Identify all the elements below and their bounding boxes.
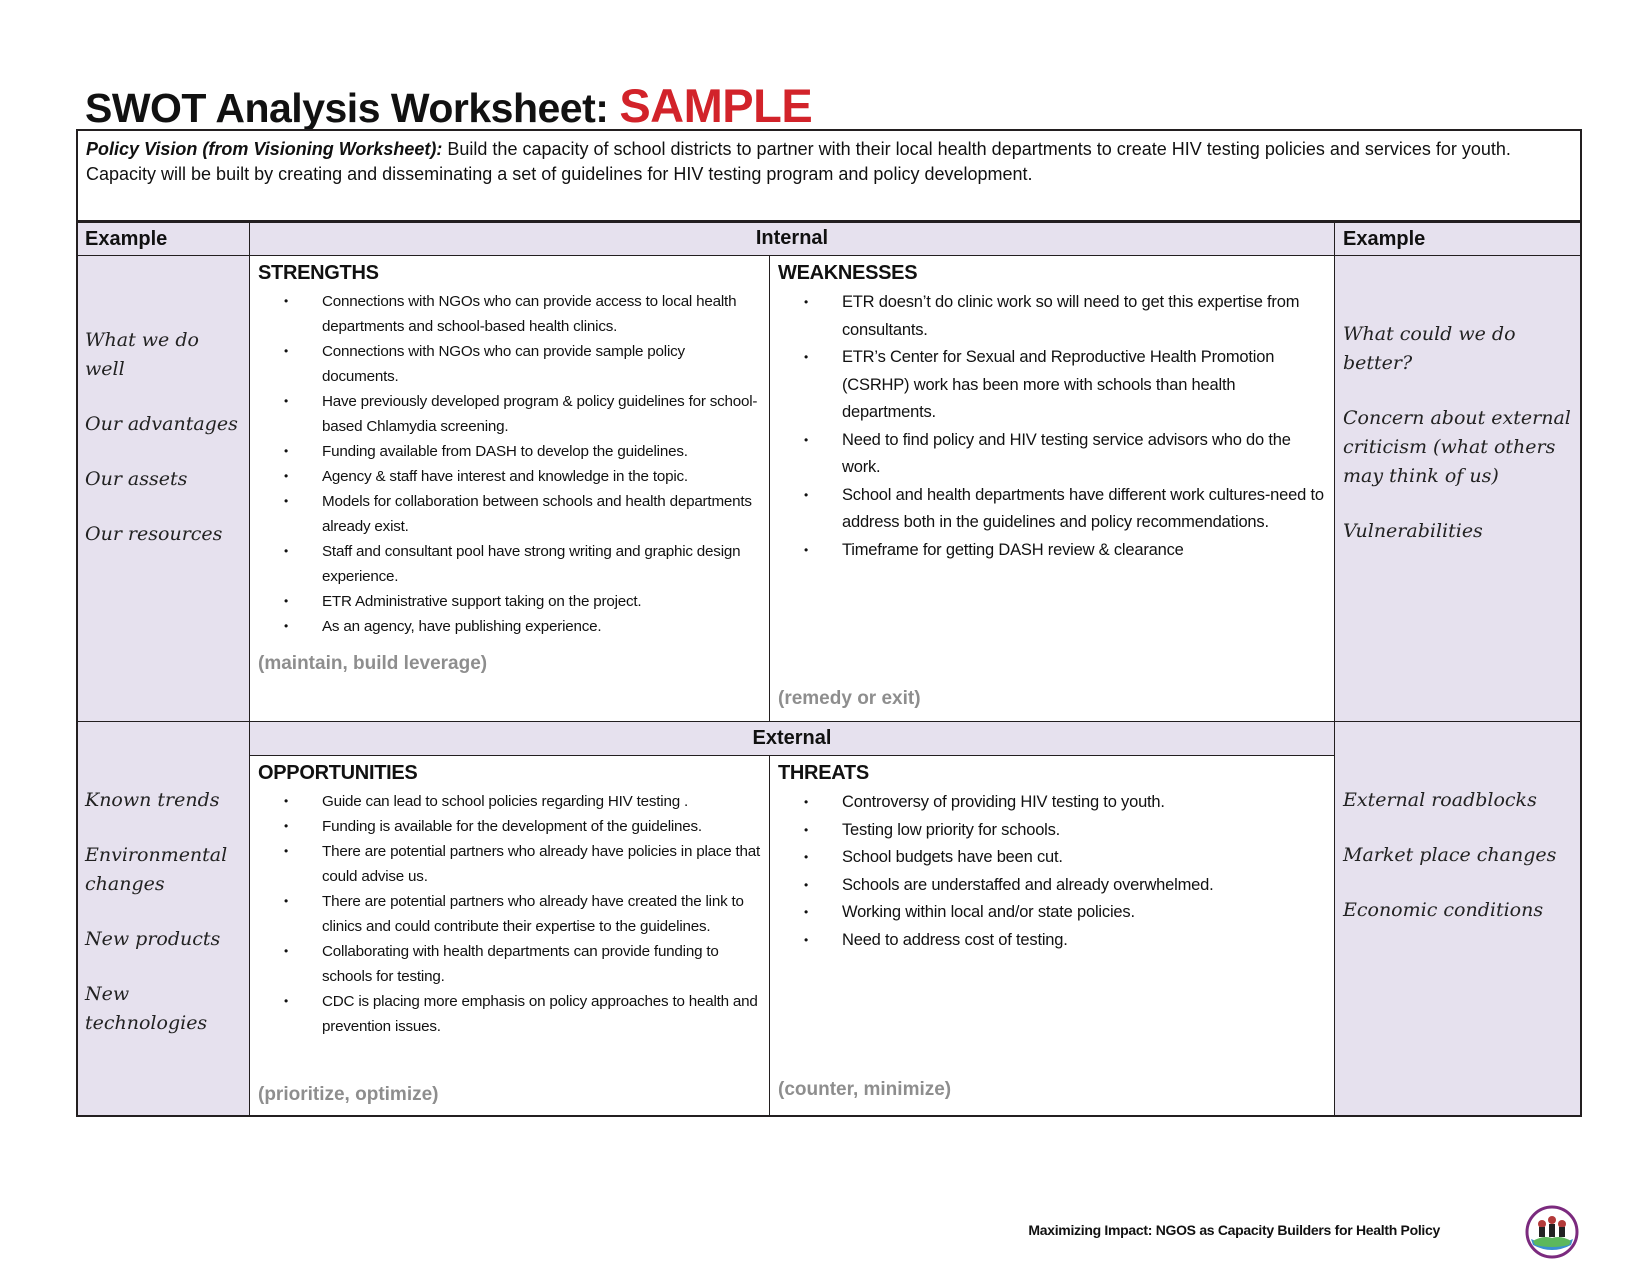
opportunities-list (258, 789, 761, 1039)
threats-list (778, 789, 1326, 954)
example-text: New technologies (85, 983, 208, 1034)
opportunities-note: (prioritize, optimize) (258, 1084, 439, 1105)
weaknesses-list (778, 289, 1326, 564)
list-item: • There are potential partners who already have created the link to clinics and could contribute their expertise to the guidelines. (284, 889, 761, 939)
weaknesses-quadrant (769, 255, 1335, 722)
list-item: • Connections with NGOs who can provide sample policy documents. (284, 339, 761, 389)
example-right-header-label: Example (1343, 228, 1426, 250)
list-item: • Need to find policy and HIV testing service advisors who do the work. (804, 427, 1326, 482)
example-text: Known trends (85, 789, 220, 811)
external-left-examples (76, 721, 250, 1117)
list-item: • Schools are understaffed and already overwhelmed. (804, 872, 1326, 900)
strengths-list (258, 289, 761, 639)
external-header-label: External (752, 727, 832, 749)
weaknesses-note: (remedy or exit) (778, 688, 921, 709)
list-item: • ETR Administrative support taking on the project. (284, 589, 761, 614)
internal-header-label: Internal (755, 227, 829, 249)
example-text: Concern about external criticism (what others may think of us) (1343, 407, 1571, 487)
strengths-note: (maintain, build leverage) (258, 653, 488, 674)
page-title (85, 78, 812, 133)
list-item: • Collaborating with health departments can provide funding to schools for testing. (284, 939, 761, 989)
opportunities-quadrant (249, 755, 770, 1117)
list-item: • Agency & staff have interest and knowledge in the topic. (284, 464, 761, 489)
example-left-header (76, 221, 250, 256)
list-item: • There are potential partners who already have policies in place that could advise us. (284, 839, 761, 889)
strengths-quadrant (249, 255, 770, 722)
example-text: Our advantages (85, 413, 238, 435)
example-text: What could we do better? (1343, 323, 1516, 374)
strengths-heading: STRENGTHS (258, 262, 379, 284)
example-right-header (1334, 221, 1582, 256)
policy-vision-text: Build the capacity of school districts to partner with their local health departments to create HIV testing policies and services for youth. Capacity will be built by creating and disseminating a set of guidelines for HIV testing program and policy development. (86, 139, 1511, 184)
weaknesses-heading: WEAKNESSES (778, 262, 918, 284)
internal-right-examples (1334, 255, 1582, 722)
example-text: Our assets (85, 468, 188, 490)
list-item: • As an agency, have publishing experience. (284, 614, 761, 639)
policy-vision-label: Policy Vision (from Visioning Worksheet): (86, 139, 443, 159)
list-item: • Testing low priority for schools. (804, 817, 1326, 845)
title-sample: SAMPLE (619, 79, 813, 132)
list-item: • Timeframe for getting DASH review & clearance (804, 537, 1326, 565)
example-text: Economic conditions (1343, 899, 1544, 921)
list-item: • Connections with NGOs who can provide access to local health departments and school-based health clinics. (284, 289, 761, 339)
footer-text: Maximizing Impact: NGOS as Capacity Builders for Health Policy (1028, 1222, 1440, 1238)
external-right-examples (1334, 721, 1582, 1117)
list-item: • ETR doesn’t do clinic work so will need to get this expertise from consultants. (804, 289, 1326, 344)
example-text: Vulnerabilities (1343, 520, 1483, 542)
example-text: External roadblocks (1343, 789, 1537, 811)
list-item: • Funding available from DASH to develop the guidelines. (284, 439, 761, 464)
threats-note: (counter, minimize) (778, 1079, 952, 1100)
list-item: • Staff and consultant pool have strong writing and graphic design experience. (284, 539, 761, 589)
example-left-header-label: Example (85, 228, 168, 250)
list-item: • Controversy of providing HIV testing to youth. (804, 789, 1326, 817)
example-text: Market place changes (1343, 844, 1557, 866)
list-item: • Working within local and/or state policies. (804, 899, 1326, 927)
list-item: • School and health departments have different work cultures-need to address both in the guidelines and policy recommendations. (804, 482, 1326, 537)
example-text: New products (85, 928, 221, 950)
threats-heading: THREATS (778, 762, 869, 784)
title-main: SWOT Analysis Worksheet: (85, 85, 609, 131)
list-item: • ETR’s Center for Sexual and Reproductive Health Promotion (CSRHP) work has been more with schools than health departments. (804, 344, 1326, 427)
opportunities-heading: OPPORTUNITIES (258, 762, 418, 784)
list-item: • Funding is available for the development of the guidelines. (284, 814, 761, 839)
threats-quadrant (769, 755, 1335, 1117)
example-text: What we do well (85, 329, 199, 380)
internal-left-examples (76, 255, 250, 722)
organization-logo-icon (1525, 1205, 1579, 1259)
example-text: Environmental changes (85, 844, 228, 895)
list-item: • Guide can lead to school policies regarding HIV testing . (284, 789, 761, 814)
example-text: Our resources (85, 523, 223, 545)
internal-header (249, 221, 1335, 256)
list-item: • Models for collaboration between schools and health departments already exist. (284, 489, 761, 539)
policy-vision-box (76, 129, 1582, 222)
list-item: • Have previously developed program & policy guidelines for school-based Chlamydia screening. (284, 389, 761, 439)
list-item: • Need to address cost of testing. (804, 927, 1326, 955)
list-item: • CDC is placing more emphasis on policy approaches to health and prevention issues. (284, 989, 761, 1039)
external-header (249, 721, 1335, 756)
list-item: • School budgets have been cut. (804, 844, 1326, 872)
